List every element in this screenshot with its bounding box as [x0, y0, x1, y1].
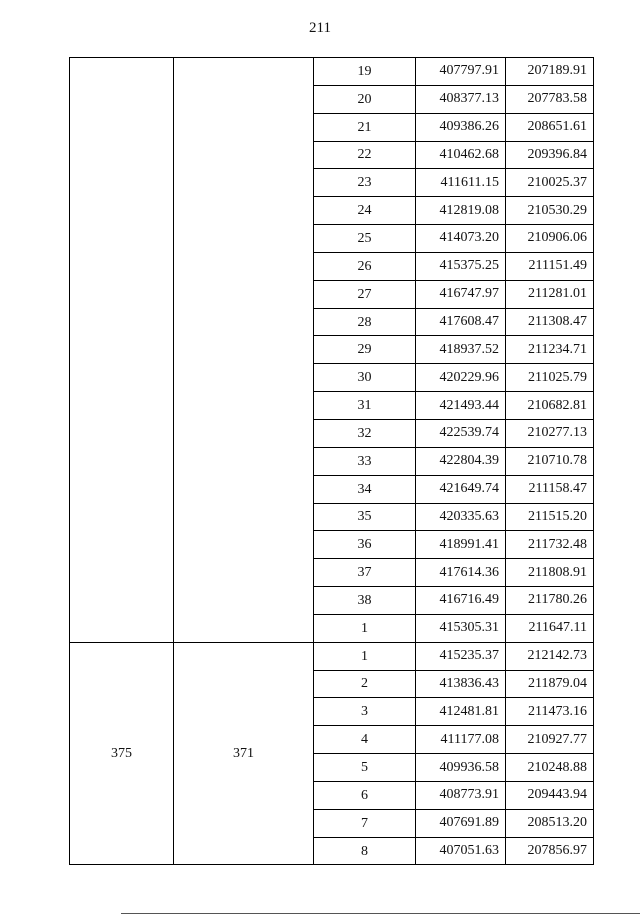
x-coordinate-cell: 416716.49 [416, 587, 506, 615]
x-coordinate-cell: 408377.13 [416, 85, 506, 113]
y-coordinate-cell: 211308.47 [506, 308, 594, 336]
x-coordinate-cell: 410462.68 [416, 141, 506, 169]
group-code-cell: 371 [174, 642, 314, 865]
x-coordinate-cell: 415235.37 [416, 642, 506, 670]
x-coordinate-cell: 414073.20 [416, 225, 506, 253]
group-id-cell: 375 [70, 642, 174, 865]
table-row [70, 642, 594, 670]
x-coordinate-cell: 418937.52 [416, 336, 506, 364]
group-code-cell [174, 58, 314, 643]
x-coordinate-cell: 408773.91 [416, 781, 506, 809]
y-coordinate-cell: 210682.81 [506, 392, 594, 420]
table-row [70, 58, 594, 86]
y-coordinate-cell: 210277.13 [506, 419, 594, 447]
point-number-cell: 37 [314, 559, 416, 587]
point-number-cell: 32 [314, 419, 416, 447]
point-number-cell: 6 [314, 781, 416, 809]
point-number-cell: 1 [314, 642, 416, 670]
x-coordinate-cell: 421649.74 [416, 475, 506, 503]
x-coordinate-cell: 412481.81 [416, 698, 506, 726]
y-coordinate-cell: 208513.20 [506, 809, 594, 837]
y-coordinate-cell: 211151.49 [506, 252, 594, 280]
point-number-cell: 34 [314, 475, 416, 503]
x-coordinate-cell: 422539.74 [416, 419, 506, 447]
x-coordinate-cell: 412819.08 [416, 197, 506, 225]
y-coordinate-cell: 208651.61 [506, 113, 594, 141]
x-coordinate-cell: 416747.97 [416, 280, 506, 308]
y-coordinate-cell: 211281.01 [506, 280, 594, 308]
y-coordinate-cell: 211808.91 [506, 559, 594, 587]
point-number-cell: 26 [314, 252, 416, 280]
y-coordinate-cell: 211234.71 [506, 336, 594, 364]
y-coordinate-cell: 211732.48 [506, 531, 594, 559]
x-coordinate-cell: 421493.44 [416, 392, 506, 420]
point-number-cell: 2 [314, 670, 416, 698]
y-coordinate-cell: 207189.91 [506, 58, 594, 86]
y-coordinate-cell: 210248.88 [506, 754, 594, 782]
point-number-cell: 25 [314, 225, 416, 253]
x-coordinate-cell: 417608.47 [416, 308, 506, 336]
point-number-cell: 22 [314, 141, 416, 169]
y-coordinate-cell: 211879.04 [506, 670, 594, 698]
x-coordinate-cell: 420229.96 [416, 364, 506, 392]
y-coordinate-cell: 211647.11 [506, 614, 594, 642]
point-number-cell: 30 [314, 364, 416, 392]
y-coordinate-cell: 210530.29 [506, 197, 594, 225]
x-coordinate-cell: 409386.26 [416, 113, 506, 141]
point-number-cell: 28 [314, 308, 416, 336]
point-number-cell: 19 [314, 58, 416, 86]
point-number-cell: 31 [314, 392, 416, 420]
x-coordinate-cell: 417614.36 [416, 559, 506, 587]
point-number-cell: 27 [314, 280, 416, 308]
x-coordinate-cell: 409936.58 [416, 754, 506, 782]
y-coordinate-cell: 212142.73 [506, 642, 594, 670]
y-coordinate-cell: 210927.77 [506, 726, 594, 754]
x-coordinate-cell: 407051.63 [416, 837, 506, 865]
point-number-cell: 33 [314, 447, 416, 475]
point-number-cell: 5 [314, 754, 416, 782]
point-number-cell: 7 [314, 809, 416, 837]
point-number-cell: 1 [314, 614, 416, 642]
y-coordinate-cell: 211025.79 [506, 364, 594, 392]
x-coordinate-cell: 407691.89 [416, 809, 506, 837]
x-coordinate-cell: 415375.25 [416, 252, 506, 280]
group-id-cell [70, 58, 174, 643]
y-coordinate-cell: 207783.58 [506, 85, 594, 113]
x-coordinate-cell: 422804.39 [416, 447, 506, 475]
y-coordinate-cell: 211780.26 [506, 587, 594, 615]
point-number-cell: 4 [314, 726, 416, 754]
y-coordinate-cell: 210710.78 [506, 447, 594, 475]
page-number: 211 [309, 20, 331, 36]
y-coordinate-cell: 209443.94 [506, 781, 594, 809]
bottom-rule [121, 913, 640, 914]
x-coordinate-cell: 418991.41 [416, 531, 506, 559]
y-coordinate-cell: 211473.16 [506, 698, 594, 726]
point-number-cell: 20 [314, 85, 416, 113]
y-coordinate-cell: 209396.84 [506, 141, 594, 169]
x-coordinate-cell: 415305.31 [416, 614, 506, 642]
x-coordinate-cell: 420335.63 [416, 503, 506, 531]
y-coordinate-cell: 211158.47 [506, 475, 594, 503]
y-coordinate-cell: 207856.97 [506, 837, 594, 865]
point-number-cell: 21 [314, 113, 416, 141]
point-number-cell: 3 [314, 698, 416, 726]
point-number-cell: 23 [314, 169, 416, 197]
y-coordinate-cell: 211515.20 [506, 503, 594, 531]
x-coordinate-cell: 407797.91 [416, 58, 506, 86]
x-coordinate-cell: 413836.43 [416, 670, 506, 698]
coordinates-table [69, 57, 594, 865]
point-number-cell: 35 [314, 503, 416, 531]
y-coordinate-cell: 210906.06 [506, 225, 594, 253]
x-coordinate-cell: 411611.15 [416, 169, 506, 197]
x-coordinate-cell: 411177.08 [416, 726, 506, 754]
y-coordinate-cell: 210025.37 [506, 169, 594, 197]
point-number-cell: 8 [314, 837, 416, 865]
point-number-cell: 36 [314, 531, 416, 559]
point-number-cell: 29 [314, 336, 416, 364]
point-number-cell: 24 [314, 197, 416, 225]
point-number-cell: 38 [314, 587, 416, 615]
